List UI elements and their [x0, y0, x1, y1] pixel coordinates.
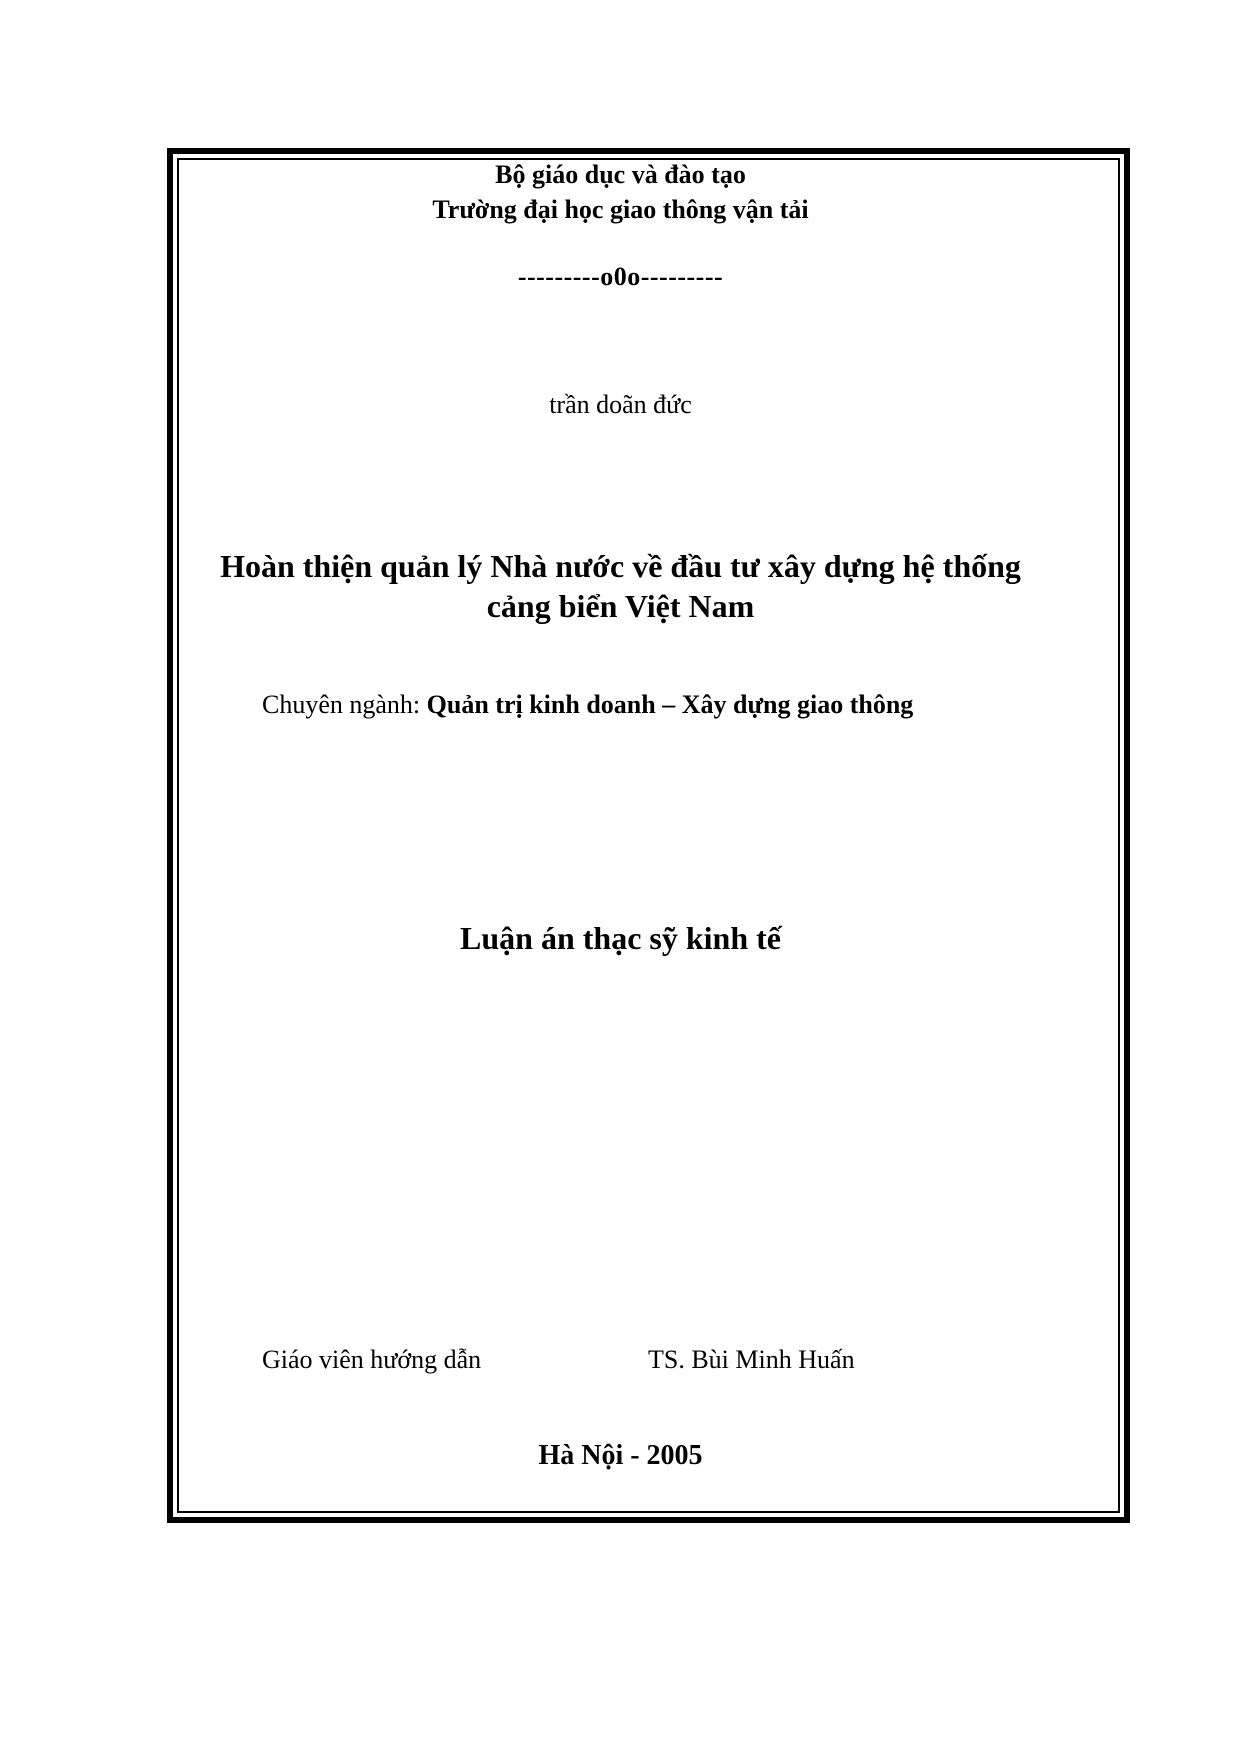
thesis-title-line-2: cảng biển Việt Nam	[486, 588, 755, 624]
thesis-title-line-1: Hoàn thiện quản lý Nhà nước về đầu tư xây dựng hệ thống	[220, 548, 1021, 584]
major-label: Chuyên ngành:	[262, 690, 421, 719]
thesis-type: Luận án thạc sỹ kinh tế	[460, 920, 781, 956]
advisor-name: TS. Bùi Minh Huấn	[648, 1345, 855, 1374]
advisor-label: Giáo viên hướng dẫn	[262, 1345, 482, 1374]
place-and-year: Hà Nội - 2005	[538, 1440, 703, 1471]
university-name: Trường đại học giao thông vận tải	[432, 195, 809, 224]
author-name: trần doãn đức	[549, 390, 692, 419]
cover-border-inner	[177, 158, 1120, 1513]
major	[262, 690, 913, 720]
decorative-divider: ---------o0o---------	[517, 262, 724, 291]
major-value: Quản trị kinh doanh – Xây dựng giao thông	[426, 690, 914, 719]
ministry-name: Bộ giáo dục và đào tạo	[495, 160, 746, 189]
cover-border	[167, 148, 1130, 1523]
